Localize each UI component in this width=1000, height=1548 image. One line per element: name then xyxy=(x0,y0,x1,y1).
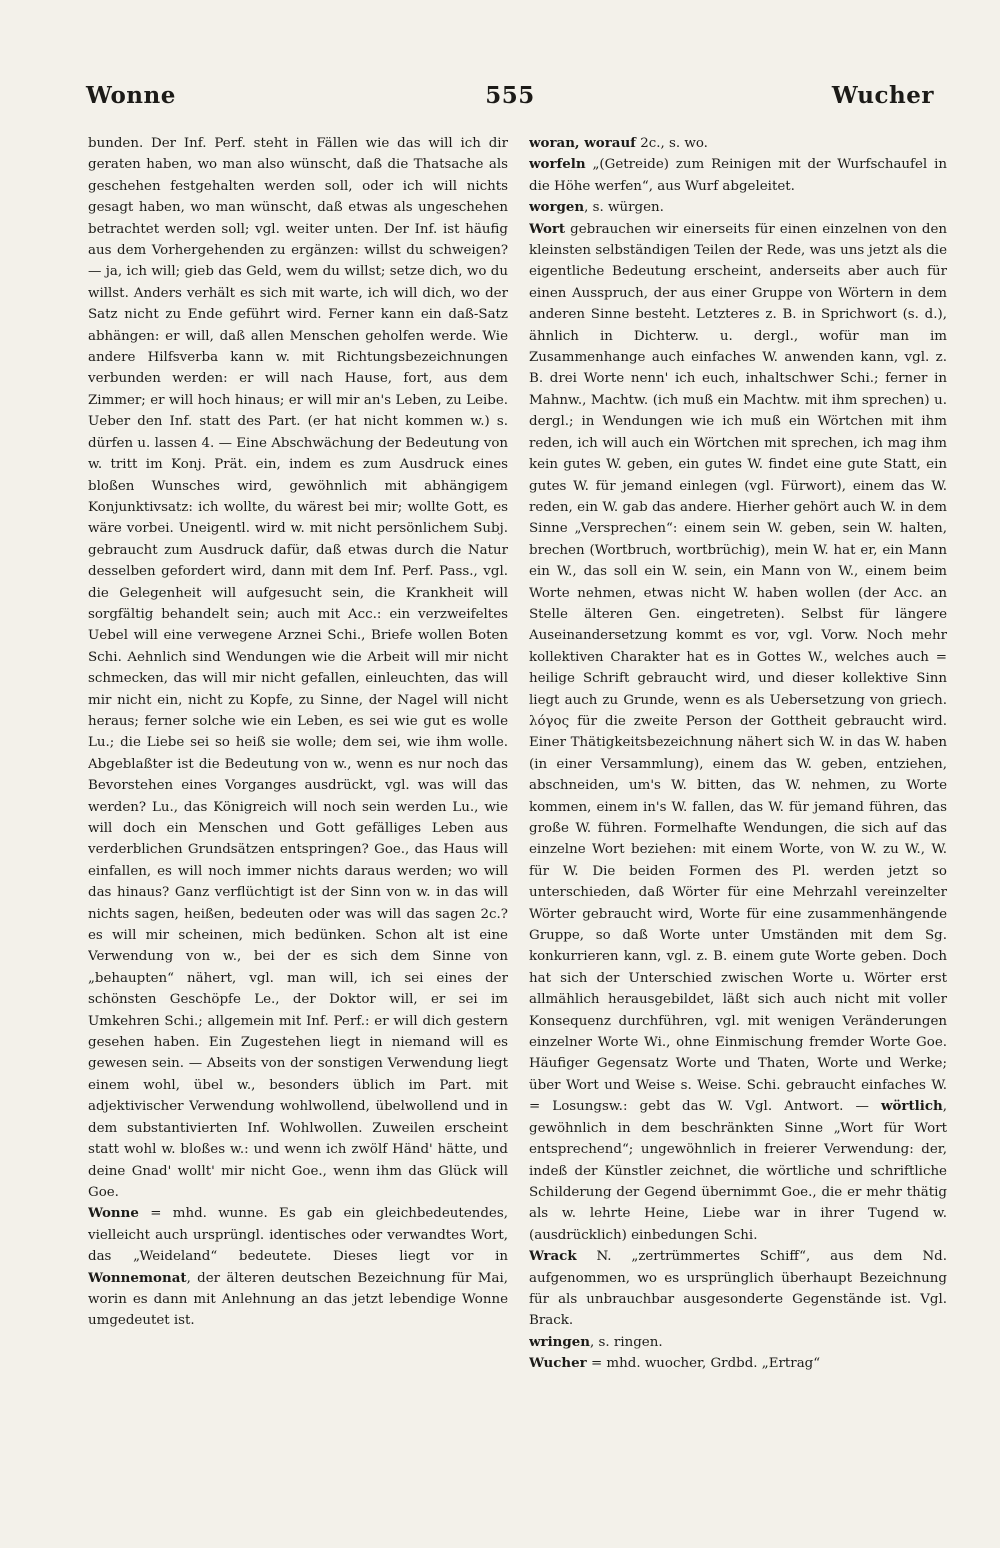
entry-term: Wucher xyxy=(529,1355,587,1372)
page-number: 555 xyxy=(485,82,535,109)
entry-term: wringen xyxy=(529,1333,591,1350)
entry-text: , s. würgen. xyxy=(584,200,664,216)
entry-term: Wrack xyxy=(529,1248,577,1265)
page-header xyxy=(86,82,934,122)
entry-wonne xyxy=(88,1203,508,1331)
entry-text: gebrauchen wir einerseits für einen einzelnen von den kleinsten selbständigen Teilen der Rede, was uns jetzt als die eigentliche Bedeutung erscheint, anderseits aber auch für einen Ausspruch, der aus einer Gruppe von Wörtern in dem anderen Sinne besteht. Letzteres z. B. in Sprichwort (s. d.), ähnlich in Dichterw. u. dergl., wofür man im Zusammenhange auch einfaches W. anwenden kann, vgl. z. B. drei Worte nenn' ich euch, inhaltschwer Schi.; ferner in Mahnw., Machtw. (ich muß ein Machtw. mit ihm sprechen) u. dergl.; in Wendungen wie ich muß ein Wörtchen mit ihm reden, ich will auch ein Wörtchen mit sprechen, ich mag ihm kein gutes W. geben, ein gutes W. findet eine gute Statt, ein gutes W. für jemand einlegen (vgl. Fürwort), einem das W. reden, ein W. gab das andere. Hierher gehört auch W. in dem Sinne „Versprechen“: einem sein W. geben, sein W. halten, brechen (Wortbruch, wortbrüchig), mein W. hat er, ein Mann ein W., das soll ein W. sein, ein Mann von W., einem beim Worte nehmen, etwas nicht W. haben wollen (der Acc. an Stelle älteren Gen. eingetreten). Selbst für längere Auseinandersetzung kommt es vor, vgl. Vorw. Noch mehr kollektiven Charakter hat es in Gottes W., welches auch = heilige Schrift gebraucht wird, und dieser kollektive Sinn liegt auch zu Grunde, wenn es als Uebersetzung von griech. λόγος für die zweite Person der Gottheit gebraucht wird. Einer Thätigkeitsbezeichnung nähert sich W. in das W. haben (in einer Versammlung), einem das W. geben, entziehen, abschneiden, um's W. bitten, das W. nehmen, zu Worte kommen, einem in's W. fallen, das W. für jemand führen, das große W. führen. Formelhafte Wendungen, die sich auf das einzelne Wort beziehen: mit einem Worte, von W. zu W., W. für W. Die beiden Formen des Pl. werden jetzt so unterschieden, daß Wörter für eine Mehrzahl vereinzelter Wörter gebraucht wird, Worte für eine zusammenhängende Gruppe, so daß Worte unter Umständen mit dem Sg. konkurrieren kann, vgl. z. B. einem gute Worte geben. Doch hat sich der Unterschied zwischen Worte u. Wörter erst allmählich herausgebildet, läßt sich auch nicht mit voller Konsequenz durchführen, vgl. mit wenigen Veränderungen einzelner Worte Wi., ohne Einmischung fremder Worte Goe. Häufiger Gegensatz Worte und Thaten, Worte und Werke; über Wort und Weise s. Weise. Schi. gebraucht einfaches W. = Losungsw.: gebt das W. Vgl. Antwort. — xyxy=(529,221,947,1115)
entry-wrack xyxy=(529,1246,947,1332)
entry-text: = mhd. wunne. Es gab ein gleichbedeutendes, vielleicht auch ursprüngl. identisches oder verwandtes Wort, das „Weideland“ bedeutete. Dieses liegt vor in xyxy=(88,1206,508,1265)
right-running-head: Wucher xyxy=(831,82,934,109)
entry-text: , s. ringen. xyxy=(590,1334,663,1350)
entry-wucher xyxy=(529,1353,947,1374)
right-column xyxy=(529,133,947,1433)
entry-text: , der älteren deutschen Bezeichnung für Mai, worin es dann mit Anlehnung an das jetzt lebendige Wonne umgedeutet ist. xyxy=(88,1270,508,1329)
entry-wringen xyxy=(529,1332,947,1353)
entry-text: N. „zertrümmertes Schiff“, aus dem Nd. aufgenommen, wo es ursprünglich überhaupt Bezeichnung für als unbrauchbar ausgesonderte Gegenstände ist. Vgl. Brack. xyxy=(529,1249,947,1329)
entry-term: woran, worauf xyxy=(529,135,636,151)
entry-text: bunden. Der Inf. Perf. steht in Fällen wie das will ich dir geraten haben, wo man also wünscht, daß die Thatsache als geschehen festgehalten werden soll, oder ich will nichts gesagt haben, wo man wünscht, daß etwas als ungeschehen betrachtet werden soll; vgl. weiter unten. Der Inf. ist häufig aus dem Vorhergehenden zu ergänzen: willst du schweigen? — ja, ich will; gieb das Geld, wem du willst; setze dich, wo du willst. Anders verhält es sich mit warte, ich will dich, wo der Satz nicht zu Ende geführt wird. Ferner kann ein daß-Satz abhängen: er will, daß allen Menschen geholfen werde. Wie andere Hilfsverba kann w. mit Richtungsbezeichnungen verbunden werden: er will nach Hause, fort, aus dem Zimmer; er will hoch hinaus; er will mir an's Leben, zu Leibe. Ueber den Inf. statt des Part. (er hat nicht kommen w.) s. dürfen u. lassen 4. — Eine Abschwächung der Bedeutung von w. tritt im Konj. Prät. ein, indem es zum Ausdruck eines bloßen Wunsches wird, gewöhnlich mit abhängigem Konjunktivsatz: ich wollte, du wärest bei mir; wollte Gott, es wäre vorbei. Uneigentl. wird w. mit nicht persönlichem Subj. gebraucht zum Ausdruck dafür, daß etwas durch die Natur desselben gefordert wird, dann mit dem Inf. Perf. Pass., vgl. die Gelegenheit will aufgesucht sein, die Krankheit will sorgfältig behandelt sein; auch mit Acc.: ein verzweifeltes Uebel will eine verwegene Arznei Schi., Briefe wollen Boten Schi. Aehnlich sind Wendungen wie die Arbeit will mir nicht schmecken, das will mir nicht gefallen, einleuchten, das will mir nicht ein, nicht zu Kopfe, zu Sinne, der Nagel will nicht heraus; ferner solche wie ein Leben, es sei wie gut es wolle Lu.; die Liebe sei so heiß sie wolle; dem sei, wie ihm wolle. Abgeblaßter ist die Bedeutung von w., wenn es nur noch das Bevorstehen eines Vorganges ausdrückt, vgl. was will das werden? Lu., das Königreich will noch sein werden Lu., wie will doch ein Menschen und Gott gefälliges Leben aus verderblichen Grundsätzen entspringen? Goe., das Haus will einfallen, es will noch immer nichts daraus werden; wo will das hinaus? Ganz verflüchtigt ist der Sinn von w. in das will nichts sagen, heißen, bedeuten oder was will das sagen 2c.? es will mir scheinen, mich bedünken. Schon alt ist eine Verwendung von w., bei der es sich dem Sinne von „behaupten“ nähert, vgl. man will, ich sei eines der schönsten Geschöpfe Le., der Doktor will, er sei im Umkehren Schi.; allgemein mit Inf. Perf.: er will dich gestern gesehen haben. Ein Zugestehen liegt in niemand will es gewesen sein. — Abseits von der sonstigen Verwendung liegt einem wohl, übel w., besonders üblich im Part. mit adjektivischer Verwendung wohlwollend, übelwollend und in dem substantivierten Inf. Wohlwollen. Zuweilen erscheint statt wohl w. bloßes w.: und wenn ich zwölf Händ' hätte, und deine Gnad' wollt' mir nicht Goe., wenn ihm das Glück will Goe. xyxy=(88,136,508,1200)
entry-text: , gewöhnlich in dem beschränkten Sinne „Wort für Wort entsprechend“; ungewöhnlich in freierer Verwendung: der, indeß der Künstler zeichnet, die wörtliche und schriftliche Schilderung der Gegend übernimmt Goe., die er mehr thätig als w. lehrte Heine, Liebe war in ihrer Tugend w. (ausdrücklich) einbedungen Schi. xyxy=(529,1099,947,1243)
entry-continuation xyxy=(88,133,508,1203)
entry-text: = mhd. wuocher, Grdbd. „Ertrag“ xyxy=(586,1356,821,1372)
entry-woran xyxy=(529,133,947,154)
left-running-head: Wonne xyxy=(86,82,176,109)
entry-worfeln xyxy=(529,154,947,197)
entry-subterm: wörtlich xyxy=(880,1098,943,1115)
entry-term: worgen xyxy=(529,199,585,216)
entry-term: Wort xyxy=(529,220,566,237)
entry-term: worfeln xyxy=(529,156,586,173)
entry-subterm: Wonnemonat xyxy=(88,1269,187,1286)
entry-text: 2c., s. wo. xyxy=(635,136,708,151)
entry-worgen xyxy=(529,197,947,218)
entry-term: Wonne xyxy=(88,1205,139,1222)
left-column xyxy=(88,133,508,1433)
entry-text: „(Getreide) zum Reinigen mit der Wurfschaufel in die Höhe werfen“, aus Wurf abgeleitet. xyxy=(529,157,947,194)
entry-wort xyxy=(529,219,947,1247)
